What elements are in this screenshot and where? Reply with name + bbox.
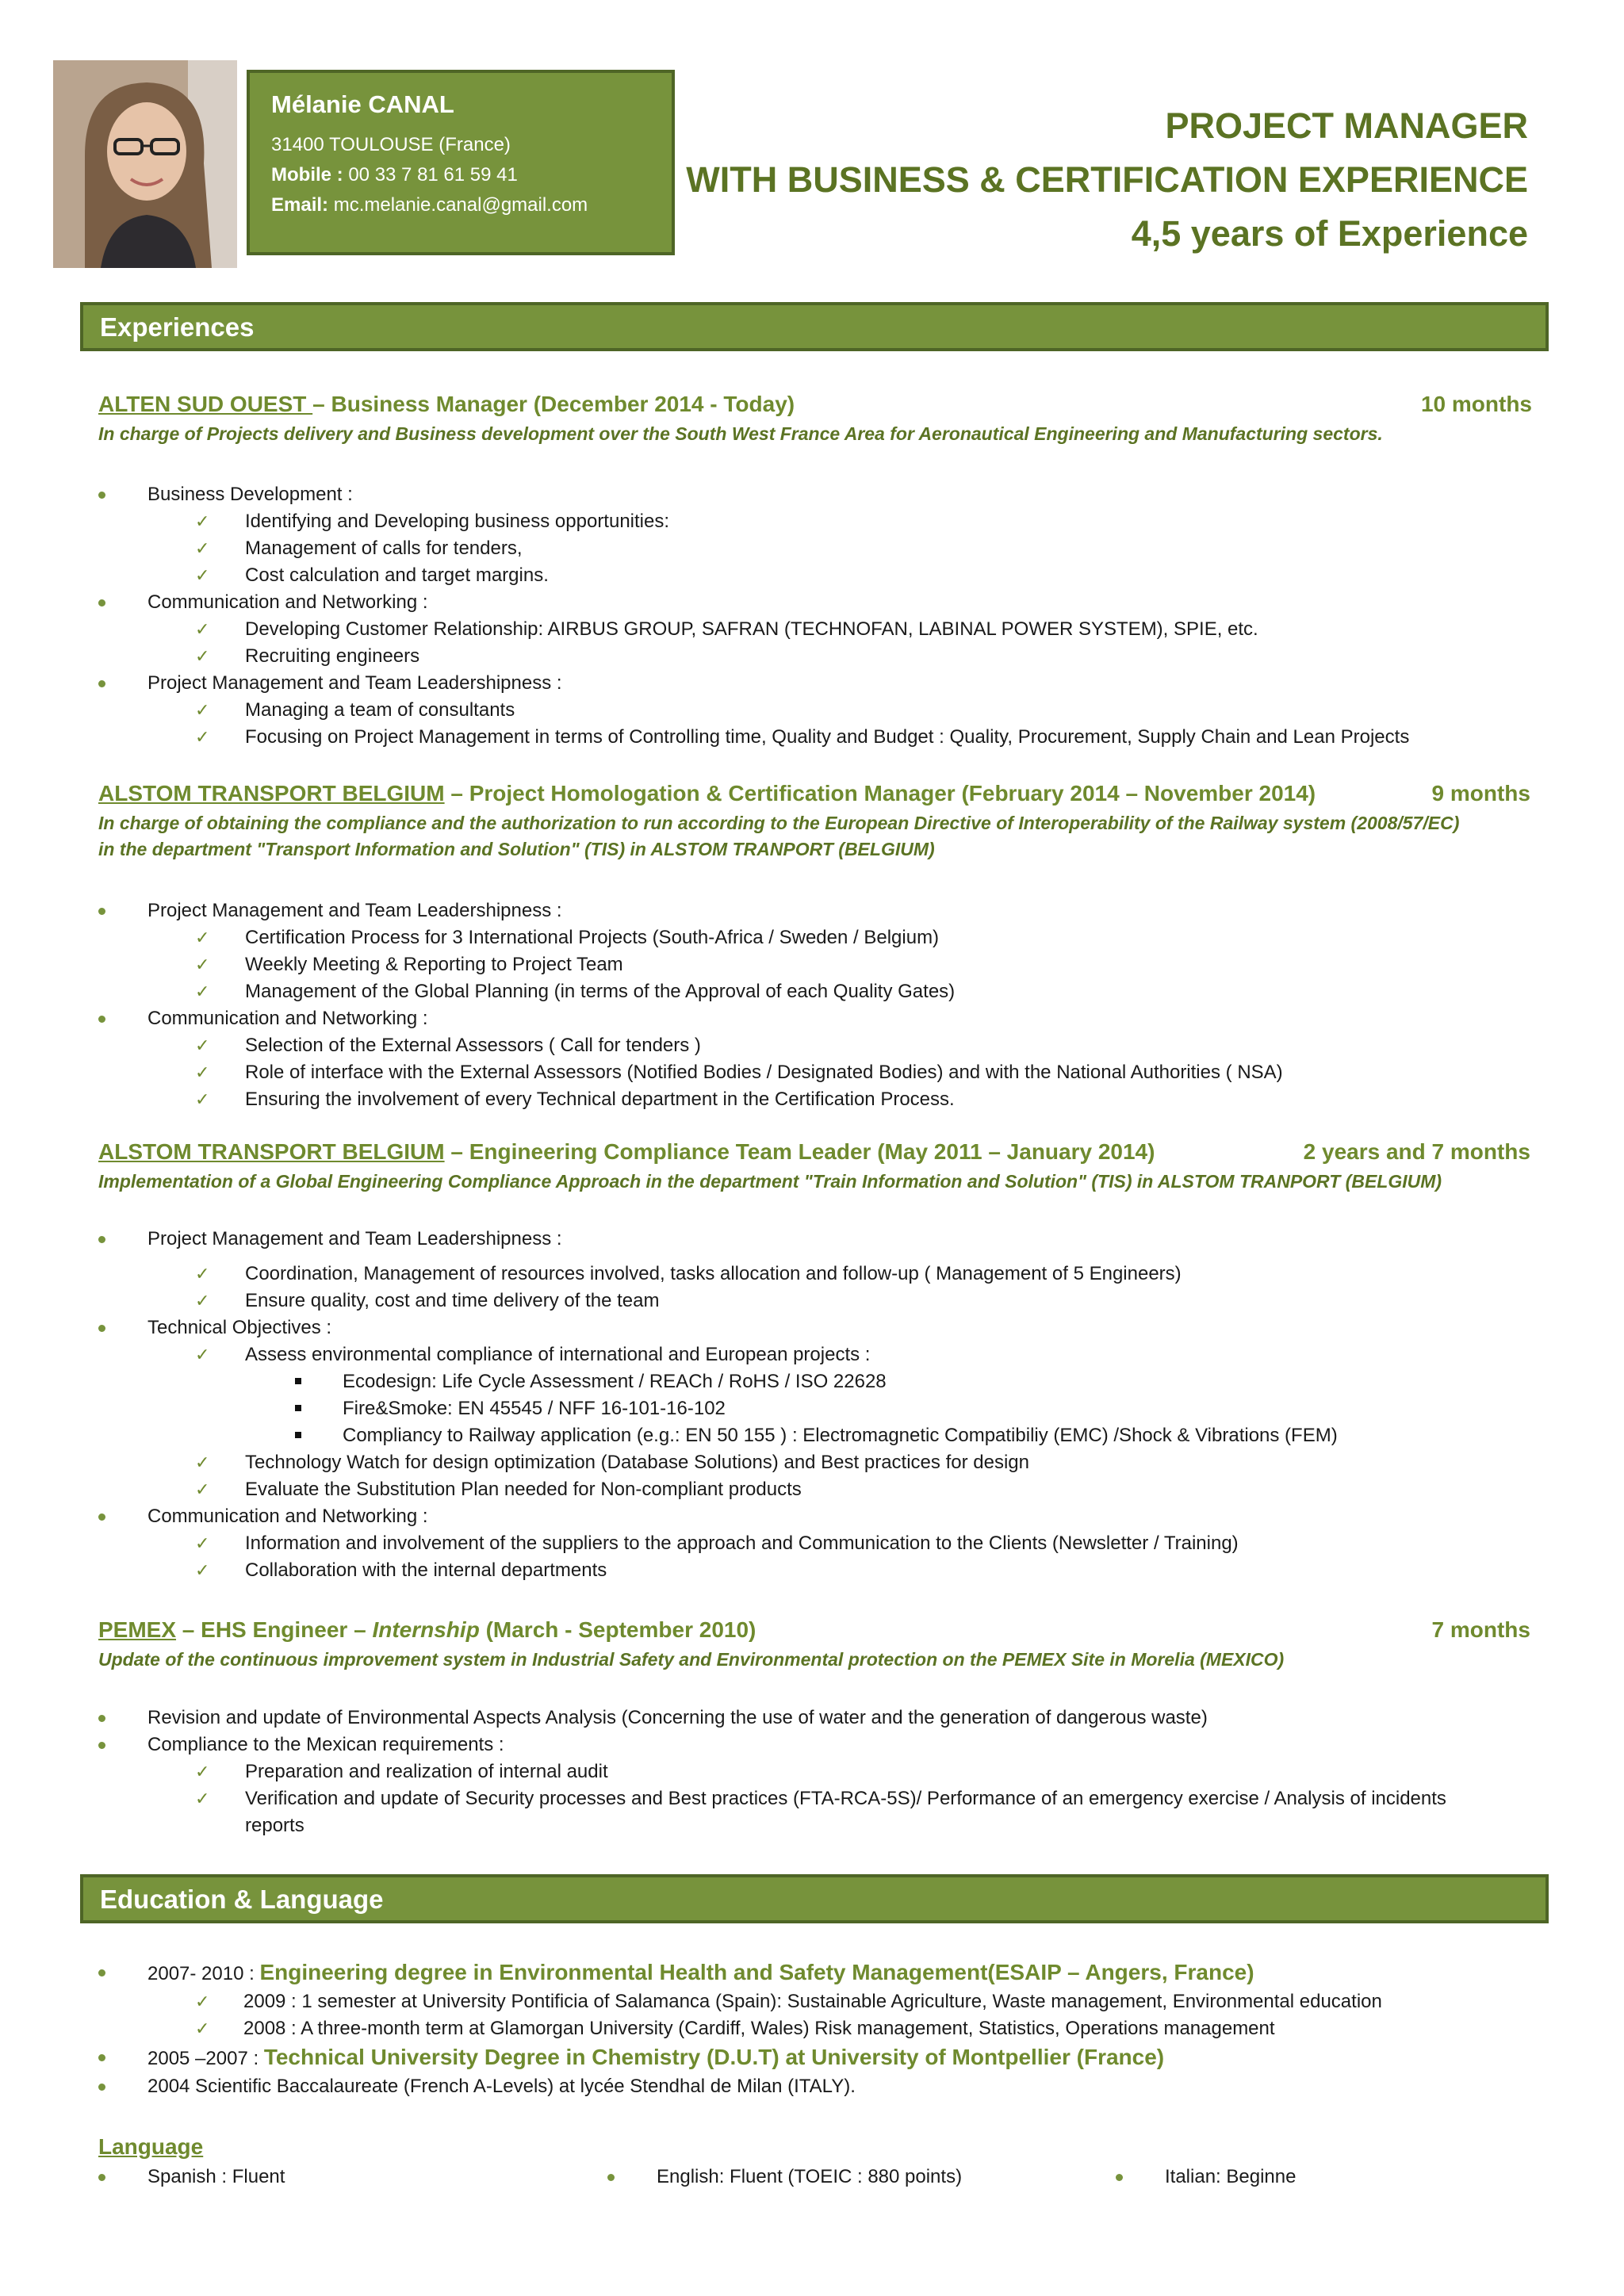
list-item-text: Certification Process for 3 International Projects (South-Africa / Sweden / Belgium) (245, 927, 940, 948)
list-item-text: Information and involvement of the suppliers to the approach and Communication to the Clients (Newsletter / Training) (245, 1533, 1239, 1554)
bullet-icon (98, 492, 105, 499)
profile-photo (53, 60, 237, 268)
list-subitem (195, 562, 1622, 589)
check-icon: ✓ (195, 1992, 210, 2011)
language-item (98, 2164, 495, 2191)
job-description: Update of the continuous improvement system in Industrial Safety and Environmental protection on the PEMEX Site in Morelia (MEXICO) (98, 1649, 1285, 1670)
list-subitem (295, 1395, 1624, 1422)
check-icon: ✓ (195, 1345, 210, 1364)
edu-years: 2007- 2010 : (147, 1963, 260, 1984)
contact-box (247, 70, 675, 255)
bullet-icon (98, 2174, 105, 2181)
job-company: ALTEN SUD OUEST (98, 392, 313, 416)
job-duration: 9 months (1431, 781, 1530, 806)
job-role-dates: (March - September 2010) (479, 1617, 756, 1642)
list-item-text: Coordination, Management of resources involved, tasks allocation and follow-up ( Management of 5 Engineers) (245, 1263, 1182, 1284)
list-subitem (195, 724, 1622, 751)
list-item (98, 1705, 1526, 1732)
list-subitem (195, 978, 1622, 1005)
check-icon: ✓ (195, 1789, 210, 1808)
bullet-icon (98, 1715, 105, 1722)
section-experiences: Experiences (80, 302, 1549, 351)
language-item (607, 2164, 1083, 2191)
list-item (98, 589, 1526, 616)
education-item (98, 1959, 1526, 1986)
bullet-icon (1116, 2174, 1123, 2181)
headline (686, 99, 1528, 261)
check-icon: ✓ (195, 1264, 210, 1284)
candidate-name: Mélanie CANAL (271, 90, 454, 118)
job-heading-3 (98, 1139, 1530, 1165)
list-item (98, 1005, 1526, 1032)
list-item (98, 1226, 1526, 1253)
list-item-text: Ensuring the involvement of every Technical department in the Certification Process. (245, 1089, 955, 1110)
list-subitem (195, 643, 1622, 670)
list-item-text: Ecodesign: Life Cycle Assessment / REACh / RoHS / ISO 22628 (343, 1371, 887, 1392)
list-item (98, 897, 1526, 924)
list-subitem (195, 1288, 1622, 1314)
bullet-icon (98, 599, 105, 607)
list-item-text: Recruiting engineers (245, 645, 420, 667)
list-item-text: Business Development : (147, 484, 353, 505)
check-icon: ✓ (195, 1762, 210, 1781)
job-heading-2 (98, 781, 1530, 806)
list-item-text: Weekly Meeting & Reporting to Project Team (245, 954, 623, 975)
check-icon: ✓ (195, 1452, 210, 1472)
check-icon: ✓ (195, 982, 210, 1001)
list-item-text: Management of calls for tenders, (245, 538, 523, 559)
edu-degree: Technical University Degree in Chemistry (D.U.T) at University of Montpellier (France) (263, 2045, 1165, 2069)
email-label: Email: (271, 194, 329, 216)
check-icon: ✓ (195, 619, 210, 639)
list-subitem (195, 1557, 1622, 1584)
address: 31400 TOULOUSE (France) (271, 134, 511, 155)
list-item-text: Project Management and Team Leadershipness : (147, 672, 562, 694)
section-education: Education & Language (80, 1874, 1549, 1923)
list-item-text: Identifying and Developing business opportunities: (245, 511, 670, 532)
check-icon: ✓ (195, 1291, 210, 1311)
job-company: PEMEX (98, 1617, 177, 1642)
bullet-icon (98, 680, 105, 687)
check-icon: ✓ (195, 2019, 210, 2038)
list-item-text: Technical Objectives : (147, 1317, 332, 1338)
list-subitem (195, 1449, 1622, 1476)
list-item-text: Selection of the External Assessors ( Call for tenders ) (245, 1035, 701, 1056)
list-item-text: Management of the Global Planning (in terms of the Approval of each Quality Gates) (245, 981, 956, 1002)
check-icon: ✓ (195, 1560, 210, 1580)
list-item-text: Communication and Networking : (147, 591, 428, 613)
list-item-text: Preparation and realization of internal audit (245, 1761, 608, 1782)
edu-subitem-text: 2008 : A three-month term at Glamorgan University (Cardiff, Wales) Risk management, Statistics, Operations management (243, 2018, 1275, 2039)
bullet-icon (98, 2054, 105, 2061)
list-item-text: Cost calculation and target margins. (245, 564, 549, 586)
bullet-icon (98, 908, 105, 915)
check-icon: ✓ (195, 700, 210, 720)
list-subitem (195, 1086, 1622, 1113)
bullet-icon (607, 2174, 615, 2181)
list-subitem (195, 1261, 1622, 1288)
bullet-icon (98, 1742, 105, 1749)
list-item-text: Project Management and Team Leadershipness : (147, 1228, 562, 1249)
square-bullet-icon (295, 1405, 301, 1411)
job-role: – EHS Engineer – (176, 1617, 373, 1642)
list-item (98, 481, 1526, 508)
education-item (98, 2044, 1526, 2071)
job-duration: 10 months (1420, 392, 1532, 416)
job-duration: 7 months (1431, 1617, 1530, 1642)
job-duration: 2 years and 7 months (1303, 1139, 1530, 1164)
list-subitem (195, 1812, 1622, 1839)
list-subitem (195, 1059, 1622, 1086)
job-description: In charge of Projects delivery and Business development over the South West France Area for Aeronautical Engineering and Manufacturing sectors. (98, 423, 1383, 444)
list-item (98, 1503, 1526, 1530)
list-item-text: Project Management and Team Leadershipness : (147, 900, 562, 921)
list-item-text: Verification and update of Security processes and Best practices (FTA-RCA-5S)/ Performance of an emergency exercise / Analysis of incidents (245, 1788, 1446, 1809)
list-subitem (195, 924, 1622, 951)
language-item (1116, 2164, 1512, 2191)
job-role-internship: Internship (372, 1617, 480, 1642)
check-icon: ✓ (195, 955, 210, 974)
mobile-line (271, 160, 672, 190)
list-item-text: Fire&Smoke: EN 45545 / NFF 16-101-16-102 (343, 1398, 726, 1419)
job-heading-1 (98, 392, 1530, 417)
headline-line-3: 4,5 years of Experience (1131, 213, 1528, 254)
list-subitem (195, 951, 1622, 978)
list-item-text: Revision and update of Environmental Aspects Analysis (Concerning the use of water and the generation of dangerous waste) (147, 1707, 1208, 1728)
list-item-text: Focusing on Project Management in terms of Controlling time, Quality and Budget : Quality, Procurement, Supply Chain and Lean Projects (245, 726, 1410, 748)
check-icon: ✓ (195, 928, 210, 947)
job-role: – Engineering Compliance Team Leader (May 2011 – January 2014) (444, 1139, 1155, 1164)
bullet-icon (98, 1325, 105, 1332)
check-icon: ✓ (195, 1533, 210, 1553)
language-text: English: Fluent (TOEIC : 880 points) (657, 2166, 963, 2187)
list-subitem (195, 1476, 1622, 1503)
job-description: In charge of obtaining the compliance and the authorization to run according to the European Directive of Interoperability of the Railway system (2008/57/EC) (98, 813, 1460, 833)
mobile-label: Mobile : (271, 164, 343, 186)
list-item-text: Compliancy to Railway application (e.g.: EN 50 155 ) : Electromagnetic Compatibiliy (EMC) /Shock & Vibrations (FEM) (343, 1425, 1338, 1446)
list-item-text: Managing a team of consultants (245, 699, 515, 721)
list-subitem (295, 1368, 1624, 1395)
list-subitem (195, 508, 1622, 535)
list-item (98, 670, 1526, 697)
list-item-text: Assess environmental compliance of international and European projects : (245, 1344, 871, 1365)
email-address[interactable]: mc.melanie.canal@gmail.com (328, 194, 588, 216)
headline-line-2: WITH BUSINESS & CERTIFICATION EXPERIENCE (686, 159, 1528, 200)
check-icon: ✓ (195, 565, 210, 585)
list-item-text: Developing Customer Relationship: AIRBUS GROUP, SAFRAN (TECHNOFAN, LABINAL POWER SYSTEM), SPIE, etc. (245, 618, 1258, 640)
language-heading: Language (98, 2134, 204, 2159)
bullet-icon (98, 1969, 105, 1976)
language-text: Italian: Beginne (1165, 2166, 1297, 2187)
check-icon: ✓ (195, 1062, 210, 1082)
job-company: ALSTOM TRANSPORT BELGIUM (98, 781, 445, 806)
check-icon: ✓ (195, 646, 210, 666)
check-icon: ✓ (195, 727, 210, 747)
education-subitem (195, 2015, 1622, 2042)
list-item-text: Communication and Networking : (147, 1506, 428, 1527)
list-item-text: Communication and Networking : (147, 1008, 428, 1029)
list-item-text: Technology Watch for design optimization (Database Solutions) and Best practices for design (245, 1452, 1029, 1473)
check-icon: ✓ (195, 511, 210, 531)
job-role: – Business Manager (December 2014 - Today) (312, 392, 795, 416)
list-item-text: reports (245, 1815, 304, 1836)
email-line (271, 190, 672, 220)
square-bullet-icon (295, 1378, 301, 1384)
job-role: – Project Homologation & Certification Manager (February 2014 – November 2014) (444, 781, 1316, 806)
job-description: Implementation of a Global Engineering Compliance Approach in the department "Train Information and Solution" (TIS) in ALSTOM TRANPORT (BELGIUM) (98, 1171, 1442, 1192)
list-subitem (295, 1422, 1624, 1449)
check-icon: ✓ (195, 1035, 210, 1055)
list-subitem (195, 1785, 1622, 1812)
bullet-icon (98, 1016, 105, 1023)
edu-years: 2005 –2007 : (147, 2048, 264, 2069)
list-item-text: Collaboration with the internal departments (245, 1559, 607, 1581)
job-heading-4 (98, 1617, 1530, 1643)
square-bullet-icon (295, 1432, 301, 1438)
list-subitem (195, 535, 1622, 562)
list-subitem (195, 616, 1622, 643)
bullet-icon (98, 1513, 105, 1521)
list-subitem (195, 1341, 1622, 1368)
edu-text: 2004 Scientific Baccalaureate (French A-Levels) at lycée Stendhal de Milan (ITALY). (147, 2076, 856, 2097)
list-subitem (195, 1758, 1622, 1785)
mobile-number: 00 33 7 81 61 59 41 (343, 164, 518, 186)
headline-line-1: PROJECT MANAGER (1165, 105, 1528, 146)
list-item (98, 1314, 1526, 1341)
job-company: ALSTOM TRANSPORT BELGIUM (98, 1139, 445, 1164)
list-item (98, 1732, 1526, 1758)
education-subitem (195, 1988, 1622, 2015)
list-subitem (195, 1032, 1622, 1059)
education-item (98, 2073, 1526, 2100)
bullet-icon (98, 2084, 105, 2091)
edu-subitem-text: 2009 : 1 semester at University Pontificia of Salamanca (Spain): Sustainable Agriculture, Waste management, Environmental education (243, 1991, 1382, 2012)
list-item-text: Compliance to the Mexican requirements : (147, 1734, 504, 1755)
bullet-icon (98, 1236, 105, 1243)
list-item-text: Evaluate the Substitution Plan needed for Non-compliant products (245, 1479, 802, 1500)
language-text: Spanish : Fluent (147, 2166, 285, 2187)
list-subitem (195, 1530, 1622, 1557)
edu-degree: Engineering degree in Environmental Health and Safety Management(ESAIP – Angers, France) (259, 1960, 1254, 1984)
check-icon: ✓ (195, 1089, 210, 1109)
list-item-text: Ensure quality, cost and time delivery of the team (245, 1290, 660, 1311)
job-description-cont: in the department "Transport Information and Solution" (TIS) in ALSTOM TRANPORT (BELGIUM) (98, 839, 935, 859)
list-subitem (195, 697, 1622, 724)
check-icon: ✓ (195, 1479, 210, 1499)
check-icon: ✓ (195, 538, 210, 558)
list-item-text: Role of interface with the External Assessors (Notified Bodies / Designated Bodies) and with the National Authorities ( NSA) (245, 1062, 1283, 1083)
